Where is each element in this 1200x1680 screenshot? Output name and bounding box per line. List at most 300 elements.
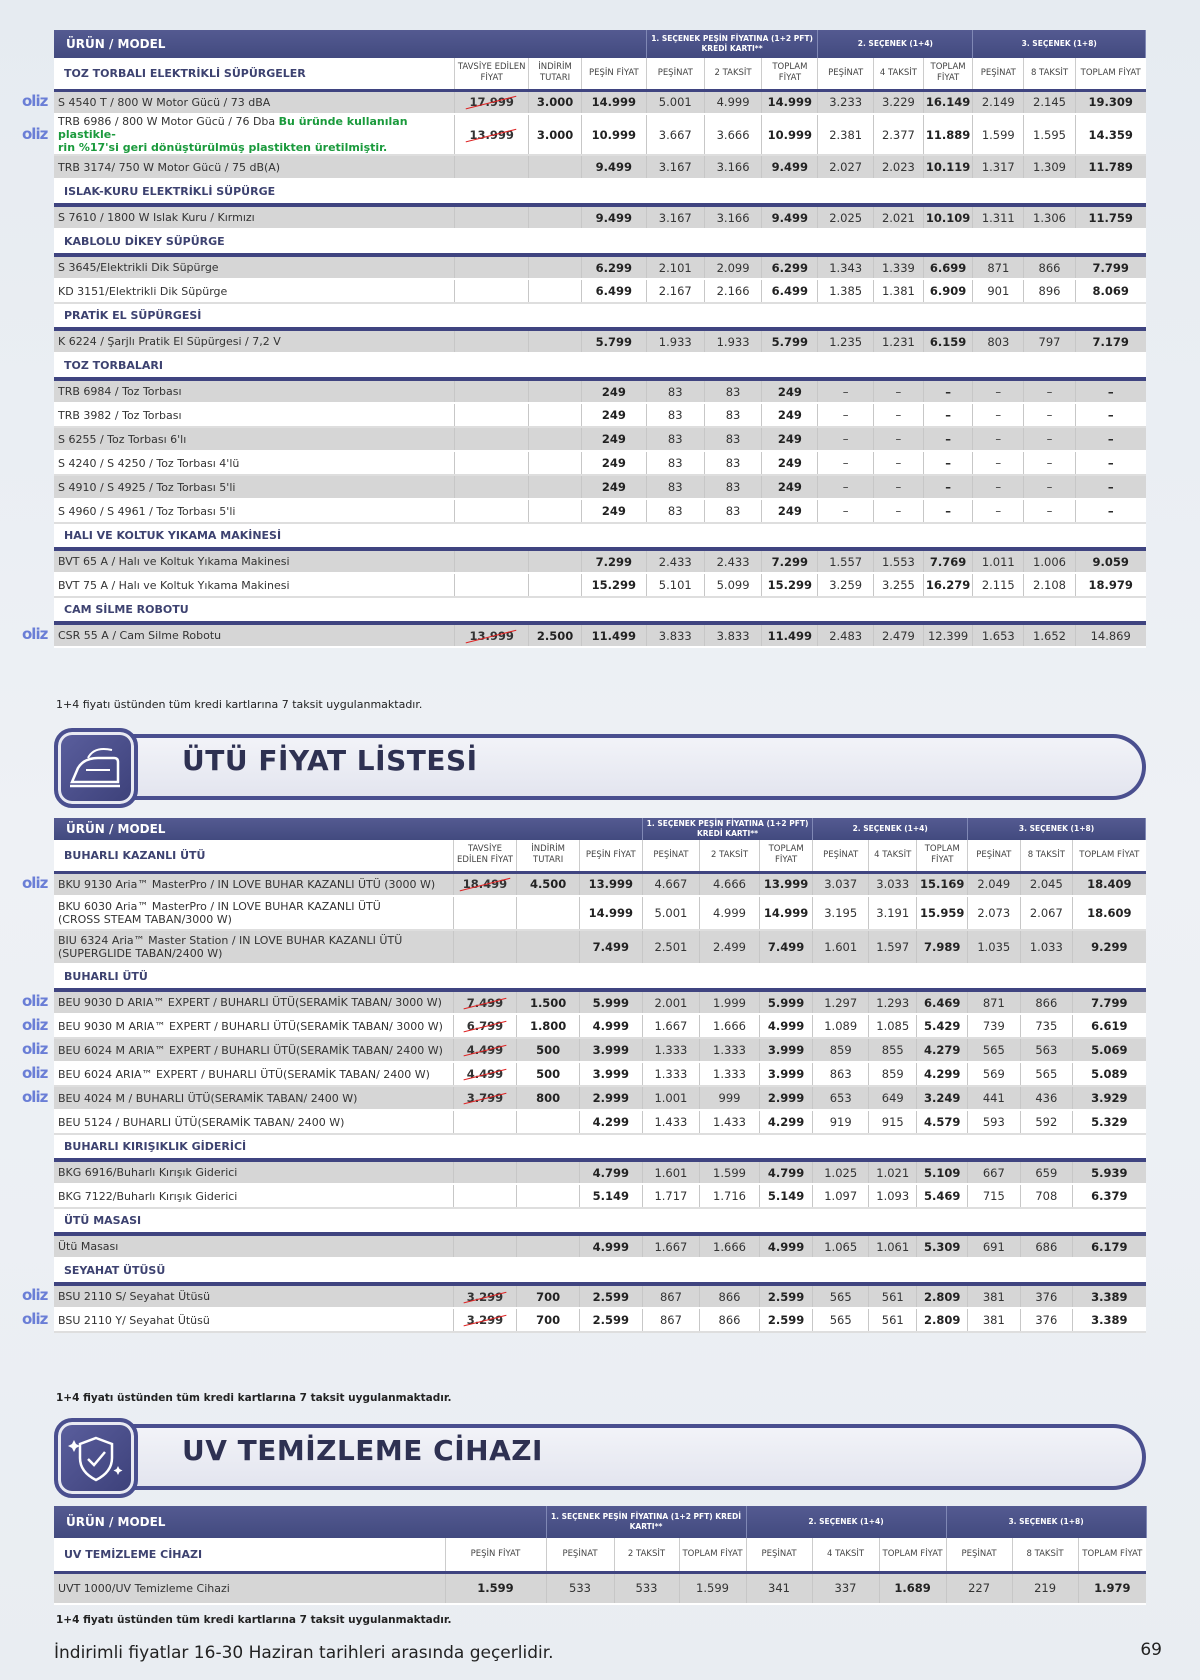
pesinat-3: 871 bbox=[973, 255, 1024, 279]
toplam-2: 5.429 bbox=[917, 1014, 968, 1038]
oliz-logo: oliz bbox=[22, 1286, 48, 1304]
product-name: BVT 65 A / Halı ve Koltuk Yıkama Makinesi bbox=[54, 549, 455, 573]
tavsiye-fiyat bbox=[453, 1014, 517, 1038]
taksit-8: 2.045 bbox=[1020, 872, 1073, 896]
taksit-2: 83 bbox=[704, 403, 762, 427]
pesinat-1: 83 bbox=[646, 379, 704, 403]
toplam-1: 4.799 bbox=[759, 1160, 813, 1184]
taksit-4: 3.255 bbox=[874, 573, 924, 597]
toplam-3: 5.329 bbox=[1073, 1110, 1146, 1134]
pesin-fiyat: 249 bbox=[581, 427, 646, 451]
indirim-tutari: 3.000 bbox=[529, 114, 582, 155]
subcategory-title: ISLAK-KURU ELEKTRİKLİ SÜPÜRGE bbox=[54, 179, 1146, 205]
pesin-fiyat: 4.999 bbox=[579, 1234, 642, 1258]
installment-note: 1+4 fiyatı üstünden tüm kredi kartlarına 7 taksit uygulanmaktadır. bbox=[56, 1614, 452, 1626]
indirim-tutari: 3.000 bbox=[529, 90, 582, 114]
pesinat-2: 653 bbox=[813, 1086, 869, 1110]
indirim-tutari bbox=[517, 1234, 580, 1258]
toplam-2: 4.279 bbox=[917, 1038, 968, 1062]
old-price-strikethrough: 13.999 bbox=[469, 127, 514, 142]
taksit-2: 83 bbox=[704, 379, 762, 403]
pesinat-3: 739 bbox=[968, 1014, 1021, 1038]
pesinat-1: 3.167 bbox=[646, 205, 704, 229]
subcategory-title: ÜTÜ MASASI bbox=[54, 1208, 1146, 1234]
oliz-logo: oliz bbox=[22, 92, 48, 110]
subcategory-title: HALI VE KOLTUK YIKAMA MAKİNESİ bbox=[54, 523, 1146, 549]
col-toplam: TOPLAM FİYAT bbox=[923, 58, 973, 90]
pesin-fiyat: 7.499 bbox=[579, 930, 642, 964]
tavsiye-fiyat bbox=[455, 573, 529, 597]
old-price-strikethrough: 4.499 bbox=[466, 1043, 504, 1057]
table-row bbox=[54, 1038, 1146, 1062]
oliz-logo: oliz bbox=[22, 1040, 48, 1058]
iron-icon bbox=[54, 728, 138, 808]
vacuum-price-table-section bbox=[54, 30, 1146, 648]
table-row bbox=[54, 1284, 1146, 1308]
pesinat-3: 1.653 bbox=[973, 623, 1024, 647]
pesinat-3: 381 bbox=[968, 1284, 1021, 1308]
taksit-4: – bbox=[874, 427, 924, 451]
pesinat-3: 441 bbox=[968, 1086, 1021, 1110]
taksit-8: 1.652 bbox=[1024, 623, 1076, 647]
validity-footer: İndirimli fiyatlar 16-30 Haziran tarihleri arasında geçerlidir. bbox=[54, 1643, 554, 1663]
pesinat-1: 83 bbox=[646, 403, 704, 427]
table-row bbox=[54, 451, 1146, 475]
header-model: ÜRÜN / MODEL bbox=[54, 1506, 546, 1538]
tavsiye-fiyat bbox=[455, 427, 529, 451]
taksit-4: 3.191 bbox=[868, 896, 917, 930]
table-row bbox=[54, 379, 1146, 403]
col-pesinat: PEŞİNAT bbox=[946, 1538, 1012, 1572]
col-pesinat: PEŞİNAT bbox=[813, 840, 869, 872]
subcategory-title: PRATİK EL SÜPÜRGESİ bbox=[54, 303, 1146, 329]
toplam-1: 14.999 bbox=[762, 90, 818, 114]
taksit-4: 1.381 bbox=[874, 279, 924, 303]
toplam-3: 11.789 bbox=[1075, 155, 1145, 179]
col-toplam: TOPLAM FİYAT bbox=[762, 58, 818, 90]
toplam-2: – bbox=[923, 451, 973, 475]
toplam-3: 6.179 bbox=[1073, 1234, 1146, 1258]
taksit-2: 1.716 bbox=[700, 1184, 760, 1208]
subcategory-title: BUHARLI KIRIŞIKLIK GİDERİCİ bbox=[54, 1134, 1146, 1160]
toplam-2: 6.159 bbox=[923, 329, 973, 353]
table-row bbox=[54, 427, 1146, 451]
taksit-4: 1.061 bbox=[868, 1234, 917, 1258]
table-row bbox=[54, 475, 1146, 499]
pesinat-1: 3.667 bbox=[646, 114, 704, 155]
product-name: S 4910 / S 4925 / Toz Torbası 5'li bbox=[54, 475, 455, 499]
header-option-3: 3. SEÇENEK (1+8) bbox=[968, 818, 1146, 840]
subcategory-title: SEYAHAT ÜTÜSÜ bbox=[54, 1258, 1146, 1284]
pesinat-1: 1.717 bbox=[642, 1184, 700, 1208]
pesin-fiyat: 7.299 bbox=[581, 549, 646, 573]
table-row bbox=[54, 1184, 1146, 1208]
toplam-2: 2.809 bbox=[917, 1308, 968, 1332]
iron-banner bbox=[54, 728, 1146, 804]
pesinat-3: – bbox=[973, 427, 1024, 451]
product-name: BEU 4024 M / BUHARLI ÜTÜ(SERAMİK TABAN/ 2400 W) bbox=[54, 1086, 453, 1110]
pesin-fiyat: 9.499 bbox=[581, 155, 646, 179]
pesinat-3: 1.035 bbox=[968, 930, 1021, 964]
header-model: ÜRÜN / MODEL bbox=[54, 30, 646, 58]
toplam-2: 7.989 bbox=[917, 930, 968, 964]
tavsiye-fiyat bbox=[453, 1184, 517, 1208]
toplam-3: 5.939 bbox=[1073, 1160, 1146, 1184]
toplam-3: 3.929 bbox=[1073, 1086, 1146, 1110]
table-row bbox=[54, 90, 1146, 114]
table-row bbox=[54, 930, 1146, 964]
pesinat-1: 1.667 bbox=[642, 1014, 700, 1038]
indirim-tutari bbox=[517, 930, 580, 964]
toplam-3: 9.299 bbox=[1073, 930, 1146, 964]
pesinat-3: 1.011 bbox=[973, 549, 1024, 573]
tavsiye-fiyat bbox=[455, 549, 529, 573]
taksit-2: 83 bbox=[704, 475, 762, 499]
tavsiye-fiyat bbox=[453, 896, 517, 930]
header-option-1: 1. SEÇENEK PEŞİN FİYATINA (1+2 PFT) KREDİ KARTI** bbox=[642, 818, 813, 840]
oliz-logo: oliz bbox=[22, 1088, 48, 1106]
taksit-8: 436 bbox=[1020, 1086, 1073, 1110]
toplam-1: 249 bbox=[762, 499, 818, 523]
old-price-strikethrough: 17.999 bbox=[469, 95, 514, 110]
uv-price-table bbox=[54, 1506, 1147, 1605]
tavsiye-fiyat bbox=[453, 1234, 517, 1258]
taksit-2: 1.333 bbox=[700, 1038, 760, 1062]
toplam-3: 18.609 bbox=[1073, 896, 1146, 930]
indirim-tutari bbox=[529, 329, 582, 353]
toplam-3: 7.179 bbox=[1075, 329, 1145, 353]
pesin-fiyat: 14.999 bbox=[581, 90, 646, 114]
pesin-fiyat: 14.999 bbox=[579, 896, 642, 930]
oliz-logo: oliz bbox=[22, 124, 48, 143]
table-row bbox=[54, 499, 1146, 523]
subcategory-row bbox=[54, 353, 1146, 379]
taksit-4: 561 bbox=[868, 1308, 917, 1332]
toplam-1: 249 bbox=[762, 451, 818, 475]
product-name-line2: (CROSS STEAM TABAN/3000 W) bbox=[58, 913, 232, 926]
taksit-8: – bbox=[1024, 475, 1076, 499]
pesinat-1: 83 bbox=[646, 451, 704, 475]
pesinat-1: 3.833 bbox=[646, 623, 704, 647]
recycled-plastic-note-line2: rin %17'si geri dönüştürülmüş plastikten üretilmiştir. bbox=[58, 141, 388, 154]
toplam-2: 7.769 bbox=[923, 549, 973, 573]
taksit-8: 708 bbox=[1020, 1184, 1073, 1208]
tavsiye-fiyat bbox=[455, 403, 529, 427]
taksit-8: 686 bbox=[1020, 1234, 1073, 1258]
pesinat-3: 565 bbox=[968, 1038, 1021, 1062]
iron-price-table bbox=[54, 818, 1146, 1333]
toplam-3: 11.759 bbox=[1075, 205, 1145, 229]
tavsiye-fiyat bbox=[453, 872, 517, 896]
pesinat-2: 919 bbox=[813, 1110, 869, 1134]
tavsiye-fiyat bbox=[455, 451, 529, 475]
col-toplam: TOPLAM FİYAT bbox=[1075, 58, 1145, 90]
col-2-taksit: 2 TAKSİT bbox=[614, 1538, 679, 1572]
pesinat-2: – bbox=[818, 403, 874, 427]
pesin-fiyat: 9.499 bbox=[581, 205, 646, 229]
pesinat-1: 3.167 bbox=[646, 155, 704, 179]
toplam-3: 3.389 bbox=[1073, 1284, 1146, 1308]
old-price-strikethrough: 3.799 bbox=[466, 1091, 504, 1105]
old-price-strikethrough: 18.499 bbox=[462, 877, 508, 892]
col-pesinat: PEŞİNAT bbox=[646, 58, 704, 90]
pesinat-2: 2.381 bbox=[818, 114, 874, 155]
old-price-strikethrough: 6.799 bbox=[466, 1019, 504, 1033]
col-toplam: TOPLAM FİYAT bbox=[879, 1538, 946, 1572]
pesinat-1: 533 bbox=[546, 1572, 614, 1604]
indirim-tutari bbox=[517, 896, 580, 930]
pesin-fiyat: 249 bbox=[581, 499, 646, 523]
toplam-2: 10.119 bbox=[923, 155, 973, 179]
product-name: S 3645/Elektrikli Dik Süpürge bbox=[54, 255, 455, 279]
product-name: BKG 6916/Buharlı Kırışık Giderici bbox=[54, 1160, 453, 1184]
product-name: S 4540 T / 800 W Motor Gücü / 73 dBA bbox=[54, 90, 455, 114]
pesinat-3: 871 bbox=[968, 990, 1021, 1014]
col-2-taksit: 2 TAKSİT bbox=[704, 58, 762, 90]
pesinat-1: 867 bbox=[642, 1308, 700, 1332]
toplam-2: 16.279 bbox=[923, 573, 973, 597]
col-8-taksit: 8 TAKSİT bbox=[1012, 1538, 1078, 1572]
product-name-line2: (SUPERGLIDE TABAN/2400 W) bbox=[58, 947, 223, 960]
toplam-1: 5.149 bbox=[759, 1184, 813, 1208]
old-price-strikethrough: 7.499 bbox=[466, 995, 504, 1010]
table-row bbox=[54, 255, 1146, 279]
pesinat-1: 2.167 bbox=[646, 279, 704, 303]
taksit-2: 1.933 bbox=[704, 329, 762, 353]
pesin-fiyat: 2.999 bbox=[579, 1086, 642, 1110]
indirim-tutari: 2.500 bbox=[529, 623, 582, 647]
toplam-1: 249 bbox=[762, 379, 818, 403]
pesinat-3: 1.599 bbox=[973, 114, 1024, 155]
toplam-1: 13.999 bbox=[759, 872, 813, 896]
pesinat-3: 691 bbox=[968, 1234, 1021, 1258]
pesinat-2: 565 bbox=[813, 1284, 869, 1308]
pesinat-2: 1.557 bbox=[818, 549, 874, 573]
tavsiye-fiyat bbox=[455, 499, 529, 523]
old-price-strikethrough: 3.299 bbox=[466, 1289, 504, 1304]
col-4-taksit: 4 TAKSİT bbox=[868, 840, 917, 872]
taksit-2: 3.833 bbox=[704, 623, 762, 647]
table-row bbox=[54, 990, 1146, 1014]
toplam-3: 6.619 bbox=[1073, 1014, 1146, 1038]
pesinat-3: 569 bbox=[968, 1062, 1021, 1086]
pesinat-1: 5.101 bbox=[646, 573, 704, 597]
col-pesin-fiyat: PEŞİN FİYAT bbox=[579, 840, 642, 872]
toplam-1: 3.999 bbox=[759, 1038, 813, 1062]
pesinat-2: 2.027 bbox=[818, 155, 874, 179]
pesinat-3: – bbox=[973, 403, 1024, 427]
taksit-2: 1.333 bbox=[700, 1062, 760, 1086]
col-4-taksit: 4 TAKSİT bbox=[812, 1538, 879, 1572]
tavsiye-fiyat bbox=[455, 205, 529, 229]
indirim-tutari bbox=[529, 205, 582, 229]
subcategory-row bbox=[54, 1208, 1146, 1234]
product-name-text: BIU 6324 Aria™ Master Station / IN LOVE BUHAR KAZANLI ÜTÜ bbox=[58, 934, 403, 947]
pesinat-1: 5.001 bbox=[642, 896, 700, 930]
indirim-tutari bbox=[529, 573, 582, 597]
product-name: Ütü Masası bbox=[54, 1234, 453, 1258]
indirim-tutari bbox=[529, 403, 582, 427]
toplam-1: 249 bbox=[762, 475, 818, 499]
toplam-3: 7.799 bbox=[1073, 990, 1146, 1014]
taksit-8: – bbox=[1024, 403, 1076, 427]
pesinat-3: – bbox=[973, 451, 1024, 475]
tavsiye-fiyat bbox=[453, 1308, 517, 1332]
taksit-2: 1.666 bbox=[700, 1234, 760, 1258]
taksit-2: 999 bbox=[700, 1086, 760, 1110]
taksit-2: 2.099 bbox=[704, 255, 762, 279]
pesinat-2: 341 bbox=[746, 1572, 812, 1604]
toplam-1: 2.999 bbox=[759, 1086, 813, 1110]
pesin-fiyat: 4.799 bbox=[579, 1160, 642, 1184]
indirim-tutari bbox=[529, 499, 582, 523]
pesinat-2: 3.259 bbox=[818, 573, 874, 597]
toplam-2: 3.249 bbox=[917, 1086, 968, 1110]
indirim-tutari: 500 bbox=[517, 1062, 580, 1086]
product-name: UVT 1000/UV Temizleme Cihazi bbox=[54, 1572, 445, 1604]
toplam-2: – bbox=[923, 403, 973, 427]
pesin-fiyat: 5.149 bbox=[579, 1184, 642, 1208]
toplam-3: 14.869 bbox=[1075, 623, 1145, 647]
pesinat-2: 1.297 bbox=[813, 990, 869, 1014]
taksit-8: 866 bbox=[1024, 255, 1076, 279]
taksit-4: 915 bbox=[868, 1110, 917, 1134]
col-toplam: TOPLAM FİYAT bbox=[917, 840, 968, 872]
toplam-3: 5.089 bbox=[1073, 1062, 1146, 1086]
pesinat-1: 2.501 bbox=[642, 930, 700, 964]
indirim-tutari bbox=[529, 427, 582, 451]
toplam-2: – bbox=[923, 475, 973, 499]
header-option-2: 2. SEÇENEK (1+4) bbox=[818, 30, 973, 58]
taksit-8: 2.108 bbox=[1024, 573, 1076, 597]
product-name: CSR 55 A / Cam Silme Robotu bbox=[54, 623, 455, 647]
toplam-2: – bbox=[923, 379, 973, 403]
taksit-2: 4.999 bbox=[704, 90, 762, 114]
pesinat-3: 381 bbox=[968, 1308, 1021, 1332]
indirim-tutari bbox=[517, 1184, 580, 1208]
indirim-tutari: 1.800 bbox=[517, 1014, 580, 1038]
taksit-2: 1.999 bbox=[700, 990, 760, 1014]
taksit-8: 1.595 bbox=[1024, 114, 1076, 155]
indirim-tutari bbox=[529, 155, 582, 179]
table-row bbox=[54, 155, 1146, 179]
pesinat-1: 83 bbox=[646, 427, 704, 451]
pesinat-2: – bbox=[818, 379, 874, 403]
product-name: S 4240 / S 4250 / Toz Torbası 4'lü bbox=[54, 451, 455, 475]
table-row bbox=[54, 1086, 1146, 1110]
taksit-2: 4.666 bbox=[700, 872, 760, 896]
toplam-1: 2.599 bbox=[759, 1284, 813, 1308]
col-pesinat: PEŞİNAT bbox=[973, 58, 1024, 90]
subcategory-title: KABLOLU DİKEY SÜPÜRGE bbox=[54, 229, 1146, 255]
taksit-2: 2.166 bbox=[704, 279, 762, 303]
product-name: KD 3151/Elektrikli Dik Süpürge bbox=[54, 279, 455, 303]
pesinat-2: 1.385 bbox=[818, 279, 874, 303]
indirim-tutari: 4.500 bbox=[517, 872, 580, 896]
tavsiye-fiyat bbox=[453, 1086, 517, 1110]
pesinat-3: – bbox=[973, 499, 1024, 523]
subcategory-title: BUHARLI ÜTÜ bbox=[54, 964, 1146, 990]
taksit-4: 337 bbox=[812, 1572, 879, 1604]
taksit-8: 592 bbox=[1020, 1110, 1073, 1134]
subcategory-row bbox=[54, 1258, 1146, 1284]
tavsiye-fiyat bbox=[455, 279, 529, 303]
pesinat-1: 867 bbox=[642, 1284, 700, 1308]
indirim-tutari bbox=[529, 379, 582, 403]
pesinat-3: – bbox=[973, 475, 1024, 499]
taksit-2: 2.499 bbox=[700, 930, 760, 964]
pesinat-2: 3.233 bbox=[818, 90, 874, 114]
oliz-logo: oliz bbox=[22, 992, 48, 1010]
col-indirim: İNDİRİM TUTARI bbox=[517, 840, 580, 872]
taksit-8: – bbox=[1024, 499, 1076, 523]
header-option-2: 2. SEÇENEK (1+4) bbox=[746, 1506, 946, 1538]
toplam-3: 19.309 bbox=[1075, 90, 1145, 114]
toplam-2: 6.469 bbox=[917, 990, 968, 1014]
header-option-2: 2. SEÇENEK (1+4) bbox=[813, 818, 968, 840]
col-toplam: TOPLAM FİYAT bbox=[1078, 1538, 1146, 1572]
table-row bbox=[54, 549, 1146, 573]
col-toplam: TOPLAM FİYAT bbox=[759, 840, 813, 872]
taksit-8: 2.067 bbox=[1020, 896, 1073, 930]
taksit-2: 3.166 bbox=[704, 155, 762, 179]
toplam-3: 14.359 bbox=[1075, 114, 1145, 155]
taksit-2: 1.599 bbox=[700, 1160, 760, 1184]
toplam-3: 18.979 bbox=[1075, 573, 1145, 597]
product-name: TRB 3982 / Toz Torbası bbox=[54, 403, 455, 427]
col-tavsiye: TAVSİYE EDİLEN FİYAT bbox=[453, 840, 517, 872]
pesinat-2: 1.089 bbox=[813, 1014, 869, 1038]
pesinat-3: 1.311 bbox=[973, 205, 1024, 229]
taksit-8: 565 bbox=[1020, 1062, 1073, 1086]
vacuum-price-table bbox=[54, 30, 1146, 648]
toplam-2: – bbox=[923, 499, 973, 523]
product-name: BVT 75 A / Halı ve Koltuk Yıkama Makinesi bbox=[54, 573, 455, 597]
tavsiye-fiyat bbox=[453, 1038, 517, 1062]
toplam-1: 4.999 bbox=[759, 1014, 813, 1038]
toplam-3: – bbox=[1075, 475, 1145, 499]
pesinat-2: 3.037 bbox=[813, 872, 869, 896]
iron-banner-title: ÜTÜ FİYAT LİSTESİ bbox=[182, 744, 478, 777]
toplam-1: 9.499 bbox=[762, 205, 818, 229]
tavsiye-fiyat bbox=[455, 329, 529, 353]
pesinat-1: 1.001 bbox=[642, 1086, 700, 1110]
taksit-2: 2.433 bbox=[704, 549, 762, 573]
taksit-4: – bbox=[874, 475, 924, 499]
installment-note: 1+4 fiyatı üstünden tüm kredi kartlarına 7 taksit uygulanmaktadır. bbox=[56, 698, 423, 711]
taksit-8: 1.309 bbox=[1024, 155, 1076, 179]
product-name-text: TRB 6986 / 800 W Motor Gücü / 76 Dba bbox=[58, 115, 276, 128]
subcategory-row bbox=[54, 1134, 1146, 1160]
product-name: BKU 9130 Aria™ MasterPro / IN LOVE BUHAR KAZANLI ÜTÜ (3000 W) bbox=[54, 872, 453, 896]
taksit-8: 1.306 bbox=[1024, 205, 1076, 229]
oliz-logo: oliz bbox=[22, 874, 48, 892]
toplam-1: 7.299 bbox=[762, 549, 818, 573]
taksit-2: 5.099 bbox=[704, 573, 762, 597]
toplam-2: 1.689 bbox=[879, 1572, 946, 1604]
subcategory-title: TOZ TORBALARI bbox=[54, 353, 1146, 379]
toplam-3: 1.979 bbox=[1078, 1572, 1146, 1604]
taksit-2: 83 bbox=[704, 427, 762, 451]
uv-price-table-section bbox=[54, 1506, 1146, 1605]
tavsiye-fiyat bbox=[455, 475, 529, 499]
col-8-taksit: 8 TAKSİT bbox=[1024, 58, 1076, 90]
toplam-2: 10.109 bbox=[923, 205, 973, 229]
pesinat-1: 2.001 bbox=[642, 990, 700, 1014]
col-pesin-fiyat: PEŞİN FİYAT bbox=[581, 58, 646, 90]
toplam-3: 7.799 bbox=[1075, 255, 1145, 279]
toplam-1: 6.499 bbox=[762, 279, 818, 303]
